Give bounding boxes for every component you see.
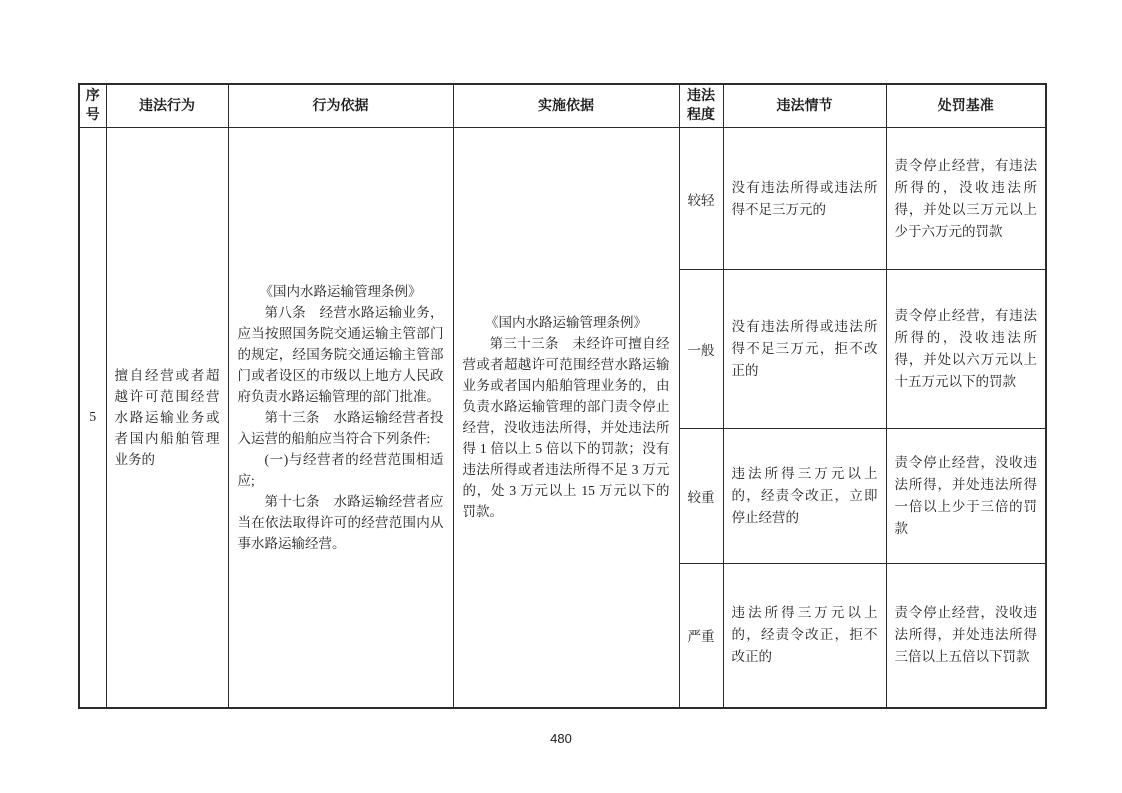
header-serial-number: 序号 [79, 84, 106, 128]
cell-impl-basis [453, 128, 679, 708]
penalty-table [78, 83, 1047, 709]
circumstance-text: 没有违法所得或违法所得不足三万元的 [731, 179, 878, 217]
cell-circumstance [723, 270, 886, 429]
page-number: 480 [550, 731, 572, 746]
penalty-text: 责令停止经营，有违法所得的，没收违法所得，并处以三万元以上少于六万元的罚款 [894, 157, 1037, 239]
cell-degree: 较轻 [679, 128, 723, 270]
header-illegal-act: 违法行为 [106, 84, 228, 128]
impl-basis-paragraph: 第三十三条 未经许可擅自经营或者超越许可范围经营水路运输业务或者国内船舶管理业务的，由负责水路运输管理的部门责令停止经营，没收违法所得，并处违法所得 1 倍以上 5 倍以下的罚款；没有违法所得或者违法所得不足 3 万元的，处 3 万元以上 15 万元以下的罚款。 [462, 336, 670, 520]
cell-penalty [886, 429, 1046, 564]
cell-illegal-act [106, 128, 228, 708]
act-basis-paragraph: (一)与经营者的经营范围相适应; [237, 451, 444, 488]
cell-circumstance [723, 128, 886, 270]
severity-row-light [79, 128, 1046, 270]
circumstance-text: 违法所得三万元以上的，经责令改正，拒不改正的 [731, 605, 878, 665]
circumstance-text: 违法所得三万元以上的，经责令改正，立即停止经营的 [731, 466, 878, 525]
cell-degree: 严重 [679, 564, 723, 708]
circumstance-text: 没有违法所得或违法所得不足三万元，拒不改正的 [731, 319, 878, 378]
table-header-row [79, 84, 1046, 128]
cell-circumstance [723, 564, 886, 708]
header-act-basis: 行为依据 [228, 84, 453, 128]
cell-penalty [886, 564, 1046, 708]
act-basis-paragraph: 第八条 经营水路运输业务，应当按照国务院交通运输主管部门的规定，经国务院交通运输主管部门或者设区的市级以上地方人民政府负责水路运输管理的部门批准。 [237, 304, 444, 404]
header-violation-circumstance: 违法情节 [723, 84, 886, 128]
illegal-act-text: 擅自经营或者超越许可范围经营水路运输业务或者国内船舶管理业务的 [114, 367, 220, 467]
penalty-text: 责令停止经营，没收违法所得，并处违法所得三倍以上五倍以下罚款 [894, 605, 1037, 665]
cell-degree: 一般 [679, 270, 723, 429]
penalty-text: 责令停止经营，有违法所得的，没收违法所得，并处以六万元以上十五万元以下的罚款 [894, 308, 1037, 389]
cell-serial-number: 5 [79, 128, 106, 708]
header-violation-degree: 违法程度 [679, 84, 723, 128]
impl-basis-title: 《国内水路运输管理条例》 [485, 315, 647, 331]
header-impl-basis: 实施依据 [453, 84, 679, 128]
penalty-text: 责令停止经营，没收违法所得，并处违法所得一倍以上少于三倍的罚款 [894, 455, 1037, 536]
cell-act-basis [228, 128, 453, 708]
act-basis-title: 《国内水路运输管理条例》 [259, 283, 422, 299]
cell-circumstance [723, 429, 886, 564]
cell-penalty [886, 128, 1046, 270]
act-basis-paragraph: 第十七条 水路运输经营者应当在依法取得许可的经营范围内从事水路运输经营。 [237, 493, 444, 551]
header-penalty-benchmark: 处罚基准 [886, 84, 1046, 128]
act-basis-paragraph: 第十三条 水路运输经营者投入运营的船舶应当符合下列条件: [237, 409, 444, 446]
cell-degree: 较重 [679, 429, 723, 564]
cell-penalty [886, 270, 1046, 429]
